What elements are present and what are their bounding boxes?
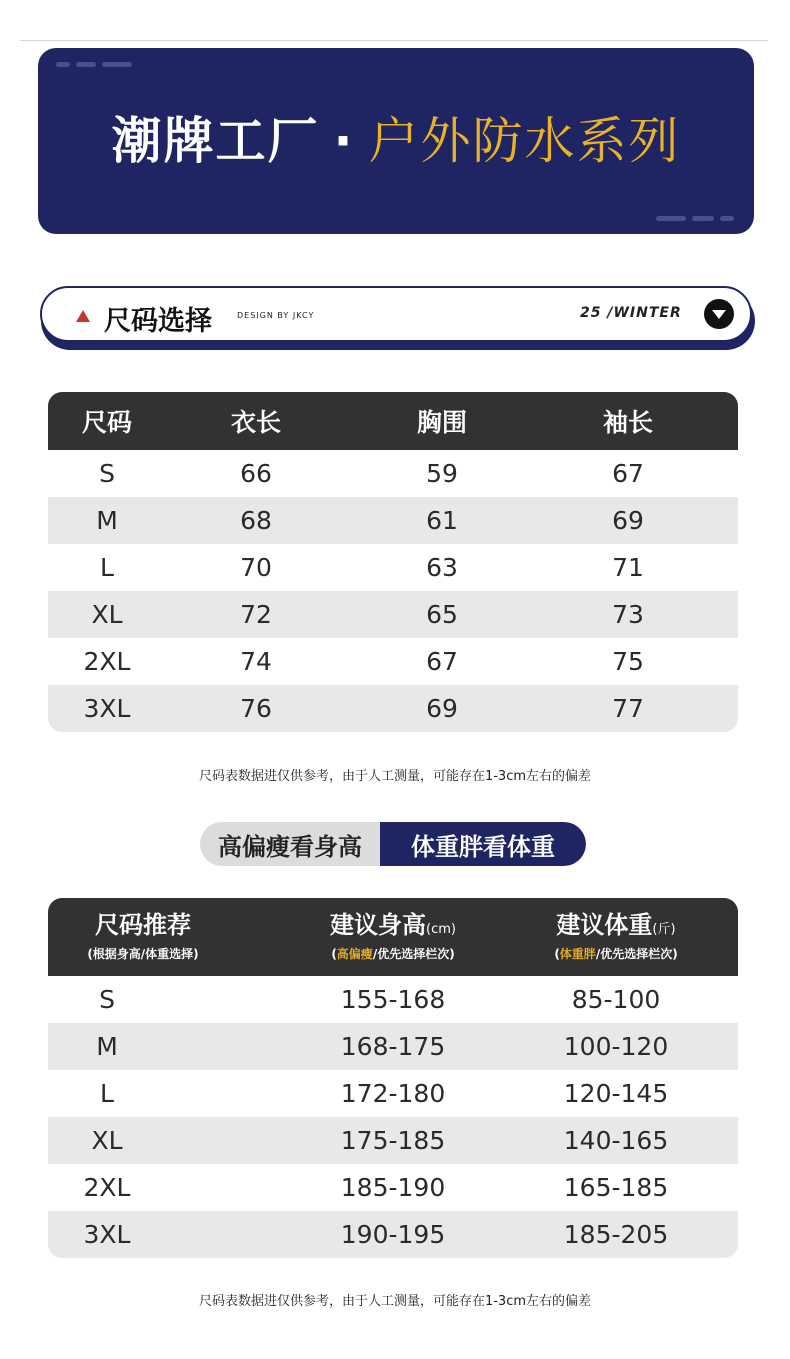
table-row — [48, 1164, 738, 1211]
recommend-note: 尺码表数据进仅供参考，由于人工测量，可能存在1-3cm左右的偏差 — [198, 1294, 592, 1309]
banner-decoration — [102, 62, 132, 67]
banner — [38, 48, 754, 234]
table-cell: 59 — [426, 459, 458, 488]
triangle-icon — [76, 310, 90, 322]
table-cell: 68 — [240, 506, 272, 535]
header-chest: 胸围 — [416, 408, 467, 437]
header-weight-unit: (斤) — [652, 922, 676, 938]
banner-title-main: 潮牌工厂 — [111, 112, 320, 170]
table-row — [48, 1023, 738, 1070]
recommend-table — [48, 898, 738, 1258]
header-weight-highlight: 体重胖 — [559, 946, 596, 961]
header-recommend-sub: (根据身高/体重选择) — [87, 947, 199, 962]
table-cell: 140-165 — [563, 1126, 669, 1155]
table-cell: 2XL — [83, 647, 131, 676]
table-cell: 2XL — [83, 1173, 131, 1202]
table-cell: 3XL — [83, 1220, 131, 1249]
size-note: 尺码表数据进仅供参考，由于人工测量，可能存在1-3cm左右的偏差 — [198, 769, 592, 784]
header-height-paren: ( — [331, 946, 337, 961]
table-cell: S — [99, 459, 115, 488]
table-cell: 100-120 — [563, 1032, 669, 1061]
table-cell: S — [99, 985, 115, 1014]
table-cell: 3XL — [83, 694, 131, 723]
table-cell: 74 — [240, 647, 272, 676]
section-pill — [40, 286, 752, 342]
table-cell: 190-195 — [340, 1220, 446, 1249]
header-height-title: 建议身高 — [330, 911, 427, 940]
table-row — [48, 1070, 738, 1117]
table-cell: 63 — [426, 553, 458, 582]
table-row — [48, 638, 738, 685]
size-table-header — [48, 392, 738, 450]
table-cell: XL — [91, 1126, 123, 1155]
table-cell: 85-100 — [571, 985, 661, 1014]
table-cell: 185-190 — [340, 1173, 446, 1202]
table-cell: 172-180 — [340, 1079, 446, 1108]
table-cell: M — [96, 1032, 118, 1061]
banner-decoration — [692, 216, 714, 221]
header-height-highlight: 高偏瘦 — [336, 946, 373, 961]
header-weight-paren: ( — [554, 946, 560, 961]
table-cell: 67 — [426, 647, 458, 676]
header-height — [298, 898, 488, 976]
header-height-unit: (cm) — [426, 922, 456, 938]
body-type-tabs — [200, 822, 586, 866]
top-divider — [20, 40, 768, 41]
header-weight-sub: /优先选择栏次) — [595, 946, 678, 961]
season-label: 25 /WINTER — [580, 305, 682, 321]
table-row — [48, 591, 738, 638]
table-cell: 165-185 — [563, 1173, 669, 1202]
banner-title-accent: 户外防水系列 — [368, 112, 681, 170]
table-row — [48, 544, 738, 591]
design-credit: DESIGN BY JKCY — [237, 311, 315, 320]
table-cell: 67 — [612, 459, 644, 488]
banner-decoration — [656, 216, 686, 221]
header-recommend-title: 尺码推荐 — [95, 910, 191, 939]
table-cell: L — [100, 553, 114, 582]
chevron-down-icon[interactable] — [704, 299, 734, 329]
header-sleeve: 袖长 — [602, 408, 653, 437]
tab-weight[interactable]: 体重胖看体重 — [380, 822, 586, 866]
table-cell: 75 — [612, 647, 644, 676]
table-row — [48, 1117, 738, 1164]
table-row — [48, 1211, 738, 1258]
table-cell: 70 — [240, 553, 272, 582]
table-cell: 120-145 — [563, 1079, 669, 1108]
table-cell: XL — [91, 600, 123, 629]
table-cell: M — [96, 506, 118, 535]
banner-separator: · — [333, 112, 355, 170]
banner-decoration — [720, 216, 734, 221]
table-cell: 65 — [426, 600, 458, 629]
section-title: 尺码选择 — [104, 306, 212, 337]
header-recommend — [48, 898, 238, 976]
table-cell: 185-205 — [563, 1220, 669, 1249]
table-cell: 175-185 — [340, 1126, 446, 1155]
table-cell: 72 — [240, 600, 272, 629]
table-cell: 77 — [612, 694, 644, 723]
banner-decoration — [56, 62, 70, 67]
table-cell: 69 — [612, 506, 644, 535]
table-cell: 76 — [240, 694, 272, 723]
table-cell: 168-175 — [340, 1032, 446, 1061]
table-row — [48, 450, 738, 497]
table-row — [48, 685, 738, 732]
table-row — [48, 976, 738, 1023]
table-cell: 66 — [240, 459, 272, 488]
table-cell: 73 — [612, 600, 644, 629]
header-height-sub: /优先选择栏次) — [372, 946, 455, 961]
tab-height[interactable]: 高偏瘦看身高 — [218, 832, 362, 861]
table-cell: 155-168 — [340, 985, 446, 1014]
banner-decoration — [76, 62, 96, 67]
table-cell: 71 — [612, 553, 644, 582]
recommend-table-header — [48, 898, 738, 976]
table-cell: 69 — [426, 694, 458, 723]
header-weight — [518, 898, 714, 976]
table-cell: 61 — [426, 506, 458, 535]
table-row — [48, 497, 738, 544]
header-weight-title: 建议体重 — [556, 911, 653, 940]
header-size: 尺码 — [81, 408, 132, 437]
table-cell: L — [100, 1079, 114, 1108]
size-table — [48, 392, 738, 732]
header-length: 衣长 — [230, 408, 281, 437]
banner-title — [38, 112, 754, 170]
